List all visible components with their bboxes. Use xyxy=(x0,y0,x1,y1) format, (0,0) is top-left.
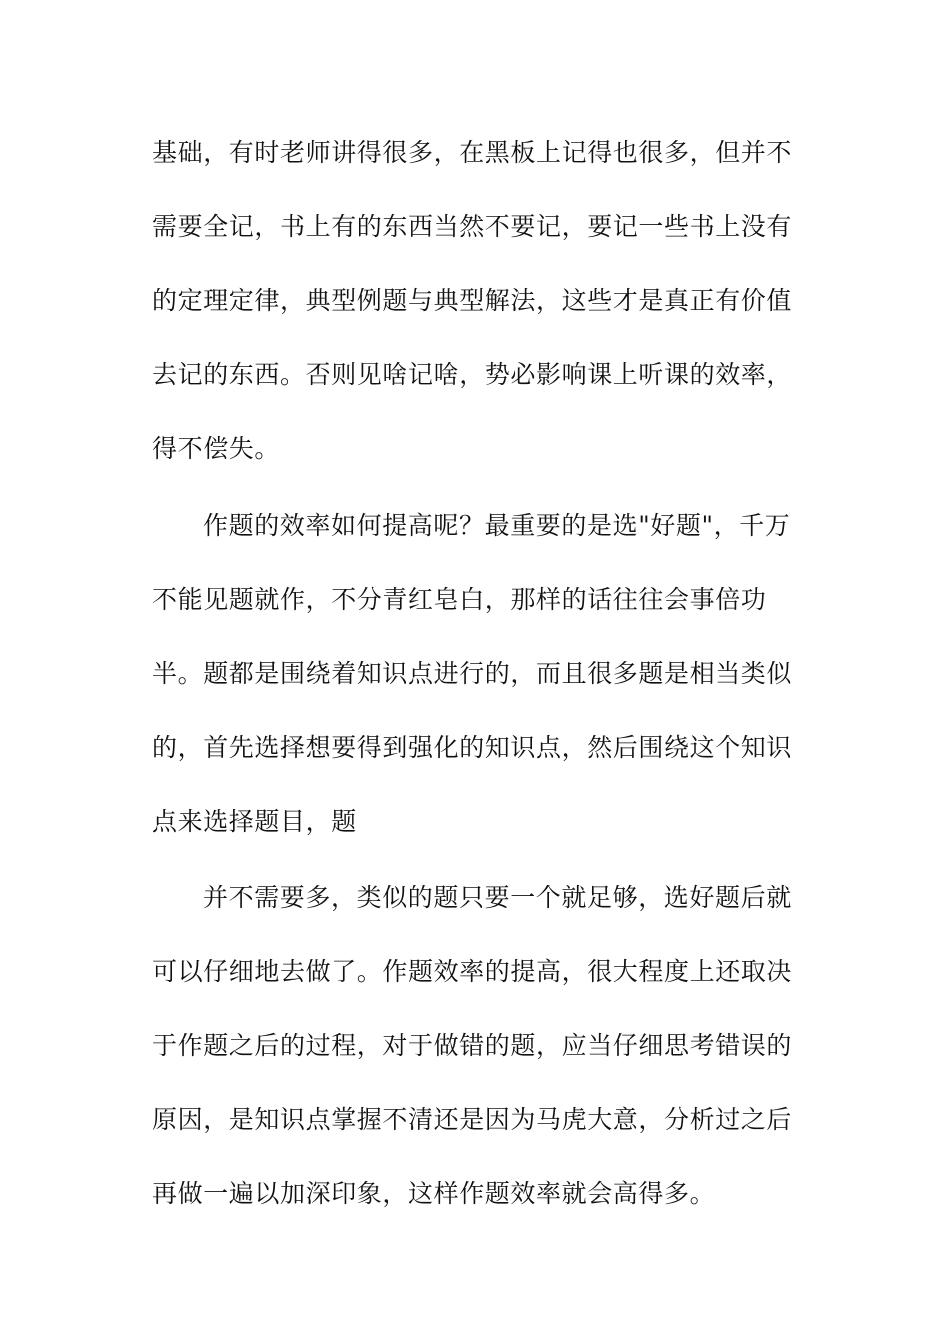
paragraph-3-line-3: 于作题之后的过程，对于做错的题，应当仔细思考错误的 xyxy=(152,1031,793,1060)
paragraph-1-line-3: 的定理定律，典型例题与典型解法，这些才是真正有价值 xyxy=(152,286,793,315)
paragraph-3-line-5: 再做一遍以加深印象，这样作题效率就会高得多。 xyxy=(152,1179,716,1208)
paragraph-3-line-2: 可以仔细地去做了。作题效率的提高，很大程度上还取决 xyxy=(152,957,793,986)
paragraph-3-line-1: 并不需要多，类似的题只要一个就足够，选好题后就 xyxy=(203,883,792,912)
paragraph-2-line-3: 半。题都是围绕着知识点进行的，而且很多题是相当类似 xyxy=(152,659,793,688)
paragraph-2-line-5: 点来选择题目，题 xyxy=(152,807,357,836)
paragraph-1-line-2: 需要全记，书上有的东西当然不要记，要记一些书上没有 xyxy=(152,212,793,241)
paragraph-1-line-5: 得不偿失。 xyxy=(152,434,281,463)
paragraph-2-line-1: 作题的效率如何提高呢？最重要的是选"好题"，千万 xyxy=(203,511,791,540)
paragraph-1-line-1: 基础，有时老师讲得很多，在黑板上记得也很多，但并不 xyxy=(152,138,793,167)
paragraph-3-line-4: 原因，是知识点掌握不清还是因为马虎大意，分析过之后 xyxy=(152,1105,793,1134)
paragraph-2-line-4: 的，首先选择想要得到强化的知识点，然后围绕这个知识 xyxy=(152,733,793,762)
paragraph-1-line-4: 去记的东西。否则见啥记啥，势必影响课上听课的效率， xyxy=(152,360,793,389)
paragraph-2-line-2: 不能见题就作，不分青红皂白，那样的话往往会事倍功 xyxy=(152,585,767,614)
